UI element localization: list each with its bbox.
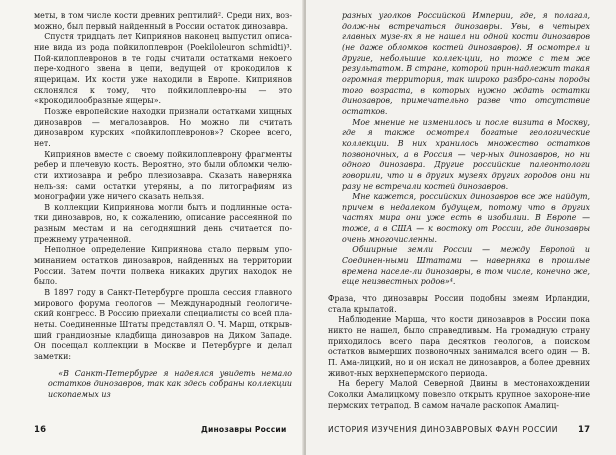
paragraph: В коллекции Киприянова могли быть и подлинные оста-тки динозавров, но, к сожалению, описание рассеянной по разным местам и на сегодняшний день считается по-прежнему утраченной. <box>34 202 292 244</box>
left-page-text <box>34 11 292 401</box>
running-head: ИСТОРИЯ ИЗУЧЕНИЯ ДИНОЗАВРОВЫХ ФАУН РОССИИ <box>328 425 558 434</box>
paragraph: В 1897 году в Санкт-Петербурге прошла сессия главного мирового форума геологов — Международный геологиче-ский конгресс. В Россию приехали специалисты со всей пла-неты. Соединенные Штаты представлял О. Ч. Марш, открыв-ший грандиозные кладбища динозавров на Диком Западе. Он посещал коллекции в Москве и Петербурге и делал заметки: <box>34 288 292 361</box>
marsh-quote <box>34 369 292 401</box>
paragraph: Киприянов вместе с своему пойкилоплеврону фрагменты ребер и плечевую кость. Вероятно, это были обломки челю-сти ихтиозавра и ребро плезиозавра. Сказать наверняка нель-зя: сами остатки утеряны, а по литографиям из монографии уже ничего сказать нельзя. <box>34 149 292 202</box>
paragraph: меты, в том числе кости древних рептилий². Среди них, воз-можно, был первый найденный в России остаток динозавра. <box>34 11 292 31</box>
paragraph: Позже европейские находки признали остатками хищных динозавров — мегалозавров. Но можно ли считать динозавром курских «пойкилоплевронов»? Скорее всего, нет. <box>34 106 292 148</box>
quote-paragraph: Мне кажется, российских динозавров все же найдут, причем в недалеком будущем, потому что в других частях мира они уже есть в изобилии. В Европе — тоже, а в США — к востоку от России, где динозавры очень многочисленны. <box>342 192 590 244</box>
right-page-text <box>328 11 590 411</box>
page-number: 16 <box>34 425 47 435</box>
paragraph: Наблюдение Марша, что кости динозавров в России пока никто не нашел, было справедливым. На громадную страну приходилось всего пара десятков геологов, а поиском остатков вымерших позвоночных занимался всего один — В. П. Ама-лицкий, но и он искал не динозавров, а более древних живот-ных верхнепермского периода. <box>328 315 590 378</box>
page-number: 17 <box>578 425 591 435</box>
paragraph: Неполное определение Киприянова стало первым упо-минанием остатков динозавров, найденных на территории России. Затем почти полвека никаких других находок не было. <box>34 245 292 287</box>
running-head: Динозавры России <box>201 425 287 434</box>
paragraph: Спустя тридцать лет Киприянов наконец выпустил описа-ние вида из рода пойкилоплеврон (Poekiloleuron schmidti)³. Пой-килоплевронов в те годы считали остатками некоего пере-ходного звена в цепи, ведущей от крокодилов к ящерицам. Их кости уже находили в Европе. Киприянов склонялся к тому, что пойкилоплевро-ны — это «крокодилообразные ящеры». <box>34 32 292 106</box>
quote-paragraph: Обширные земли России — между Европой и Соединен-ными Штатами — наверняка в прошлые времена населе-ли динозавры, в том числе, конечно же, еще неизвестных родов»⁴. <box>342 245 590 287</box>
quote-paragraph: Мое мнение не изменилось и после визита в Москву, где я также осмотрел богатые геологические коллекции. В них хранилось множество остатков позвоночных, а в Россия — чер-ных динозавров, но ни одного динозавра. Другие российские палеонтологи говорили, что и в других музеях других городов они ни разу не встречали костей динозавров. <box>342 117 590 191</box>
quote-paragraph: «В Санкт-Петербурге я надеялся увидеть немало остатков динозавров, так как здесь собраны коллекции ископаемых из <box>48 368 292 399</box>
paragraph: Фраза, что динозавры России подобны змеям Ирландии, стала крылатой. <box>328 294 590 314</box>
paragraph: На берегу Малой Северной Двины в местонахождении Соколки Амалицкому повезло открыть крупное захороне-ние пермских тетрапод. В самом начале раскопок Амалиц- <box>328 379 590 410</box>
right-page <box>306 0 616 455</box>
left-page <box>0 0 304 455</box>
quote-paragraph: разных уголков Российской Империи, где, я полагал, долж-ны встречаться динозавры. Увы, в четырех главных музе-ях я не нашел ни одной кости динозавров (не даже обломков костей динозавров). Я осмотрел и другие, небольшие коллек-ции, но тоже с тем же результатом. В стране, которой прин-надлежит такая огромная территория, так широко разбро-саны породы того возраста, в которых нужно ждать остатки динозавров, примечательно разве что отсутствие остатков. <box>342 11 590 116</box>
marsh-quote-continued <box>328 11 590 118</box>
marsh-quote-rest <box>328 118 590 289</box>
